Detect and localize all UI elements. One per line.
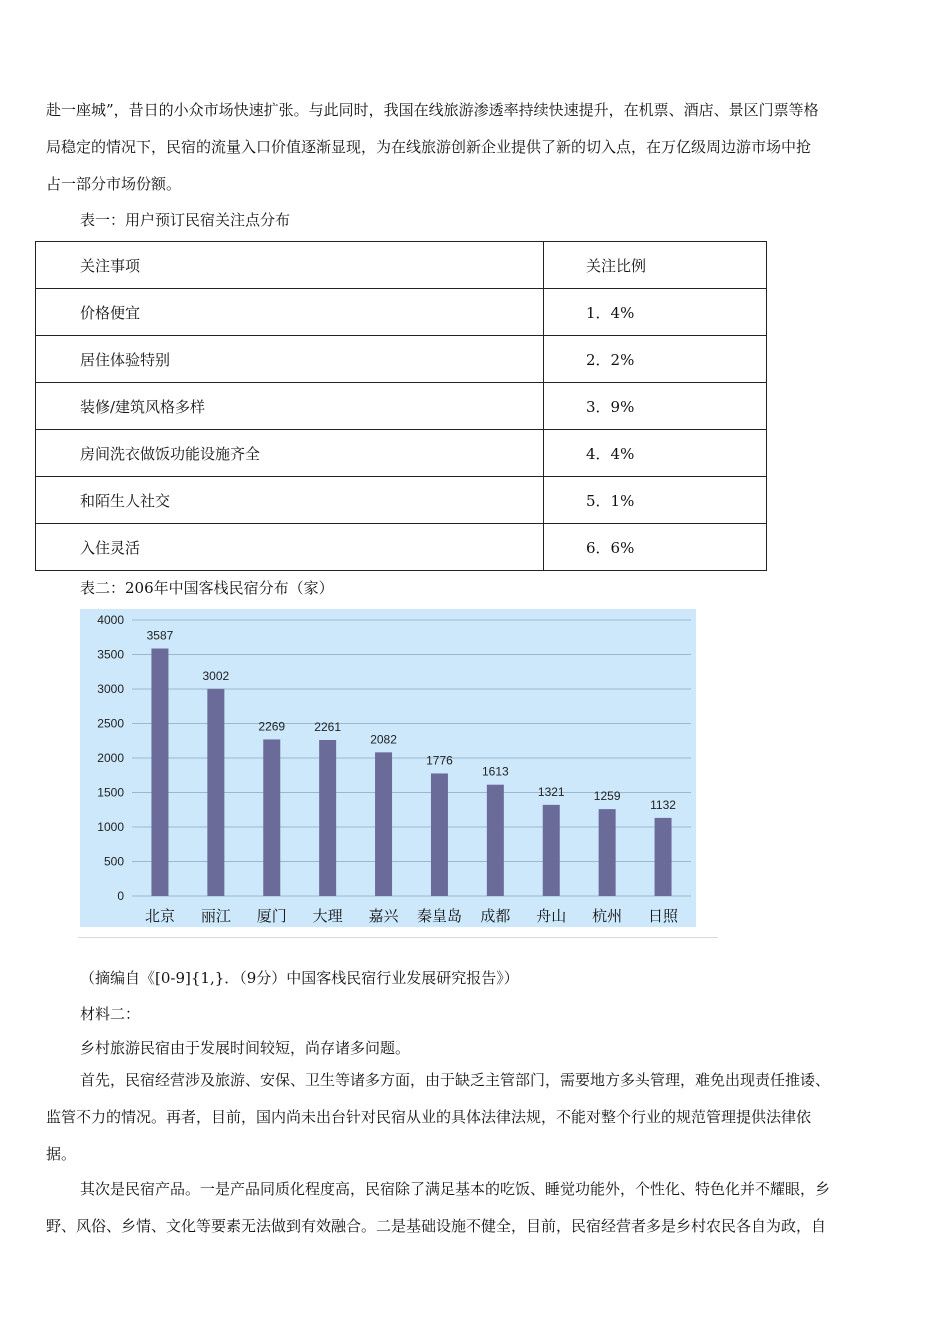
x-tick-label: 日照 (648, 907, 679, 925)
data-label: 3587 (146, 628, 174, 643)
data-label: 2082 (370, 732, 397, 747)
x-tick-label: 秦皇岛 (416, 907, 462, 925)
data-label: 1132 (650, 797, 676, 812)
source-note: （摘编自《[0-9]{1,}．（9分）中国客栈民宿行业发展研究报告》） (80, 969, 519, 987)
table-cell: 和陌生人社交 (36, 477, 544, 524)
table-cell: 装修/建筑风格多样 (36, 383, 544, 430)
table-cell: 价格便宜 (36, 289, 544, 336)
table1-caption: 表一：用户预订民宿关注点分布 (80, 211, 291, 229)
text-line: 其次是民宿产品。一是产品同质化程度高，民宿除了满足基本的吃饭、睡觉功能外，个性化、特色化并不耀眼，乡 (80, 1180, 831, 1198)
text-line: 占一部分市场份额。 (46, 175, 182, 193)
table-row (36, 336, 767, 383)
y-tick-label: 500 (103, 854, 124, 869)
table-row (36, 524, 767, 571)
bar (543, 805, 560, 896)
intro-paragraph (46, 92, 904, 203)
table-row (36, 289, 767, 336)
y-tick-label: 3000 (97, 682, 124, 696)
table-row (36, 383, 767, 430)
chart-caption: 表二：206年中国客栈民宿分布（家） (80, 579, 334, 597)
material-title: 材料二： (80, 1005, 141, 1023)
y-tick-label: 4000 (97, 613, 124, 627)
y-tick-label: 3500 (97, 647, 124, 662)
data-label: 1613 (481, 764, 509, 779)
bar (487, 785, 504, 896)
paragraph: 乡村旅游民宿由于发展时间较短，尚存诸多问题。 (80, 1039, 411, 1057)
table-row (36, 430, 767, 477)
text-line: 野、风俗、乡情、文化等要素无法做到有效融合。二是基础设施不健全，目前，民宿经营者多是乡村农民各自为政，自 (46, 1217, 827, 1235)
table-header-cell: 关注事项 (36, 242, 544, 289)
y-tick-label: 0 (117, 889, 124, 903)
bar (655, 818, 672, 896)
bar (151, 648, 168, 896)
y-tick-label: 1500 (97, 785, 124, 800)
table-cell: 6．6% (544, 524, 767, 571)
focus-distribution-table (35, 241, 767, 571)
y-tick-label: 1000 (97, 820, 124, 834)
bar (207, 689, 224, 896)
table-cell: 5．1% (544, 477, 767, 524)
table-row (36, 477, 767, 524)
bar (599, 809, 616, 896)
table-cell: 1．4% (544, 289, 767, 336)
table-header-row (36, 242, 767, 289)
bar (431, 773, 448, 896)
x-tick-label: 杭州 (592, 907, 623, 925)
text-line: 首先，民宿经营涉及旅游、安保、卫生等诸多方面，由于缺乏主管部门，需要地方多头管理，难免出现责任推诿、 (80, 1071, 831, 1089)
data-label: 1321 (537, 784, 565, 799)
table-cell: 居住体验特别 (36, 336, 544, 383)
data-label: 3002 (202, 668, 230, 683)
inn-distribution-bar-chart (80, 609, 696, 927)
y-tick-label: 2000 (97, 751, 124, 765)
table-cell: 入住灵活 (36, 524, 544, 571)
x-tick-label: 北京 (144, 907, 175, 925)
text-line: 局稳定的情况下，民宿的流量入口价值逐渐显现，为在线旅游创新企业提供了新的切入点，在万亿级周边游市场中抢 (46, 138, 812, 156)
table-cell: 4．4% (544, 430, 767, 477)
y-tick-label: 2500 (97, 716, 124, 731)
bar (319, 740, 336, 896)
data-label: 2269 (258, 719, 286, 734)
data-label: 1776 (426, 753, 453, 768)
divider (78, 937, 718, 938)
x-tick-label: 嘉兴 (368, 907, 399, 925)
bar (263, 739, 280, 896)
data-label: 2261 (314, 719, 342, 734)
text-line: 据。 (46, 1145, 77, 1163)
x-tick-label: 大理 (312, 907, 343, 925)
x-tick-label: 成都 (480, 907, 511, 925)
data-label: 1259 (593, 789, 621, 804)
x-tick-label: 舟山 (536, 907, 567, 925)
x-tick-label: 丽江 (200, 907, 231, 925)
table-cell: 3．9% (544, 383, 767, 430)
text-line: 监管不力的情况。再者，目前，国内尚未出台针对民宿从业的具体法律法规，不能对整个行业的规范管理提供法律依 (46, 1108, 812, 1126)
paragraph (46, 1062, 904, 1173)
x-tick-label: 厦门 (256, 907, 287, 925)
table-cell: 房间洗衣做饭功能设施齐全 (36, 430, 544, 477)
table-cell: 2．2% (544, 336, 767, 383)
text-line: 赴一座城”，昔日的小众市场快速扩张。与此同时，我国在线旅游渗透率持续快速提升，在机票、酒店、景区门票等格 (46, 101, 819, 119)
bar (375, 752, 392, 896)
paragraph (46, 1171, 904, 1245)
table-header-cell: 关注比例 (544, 242, 767, 289)
